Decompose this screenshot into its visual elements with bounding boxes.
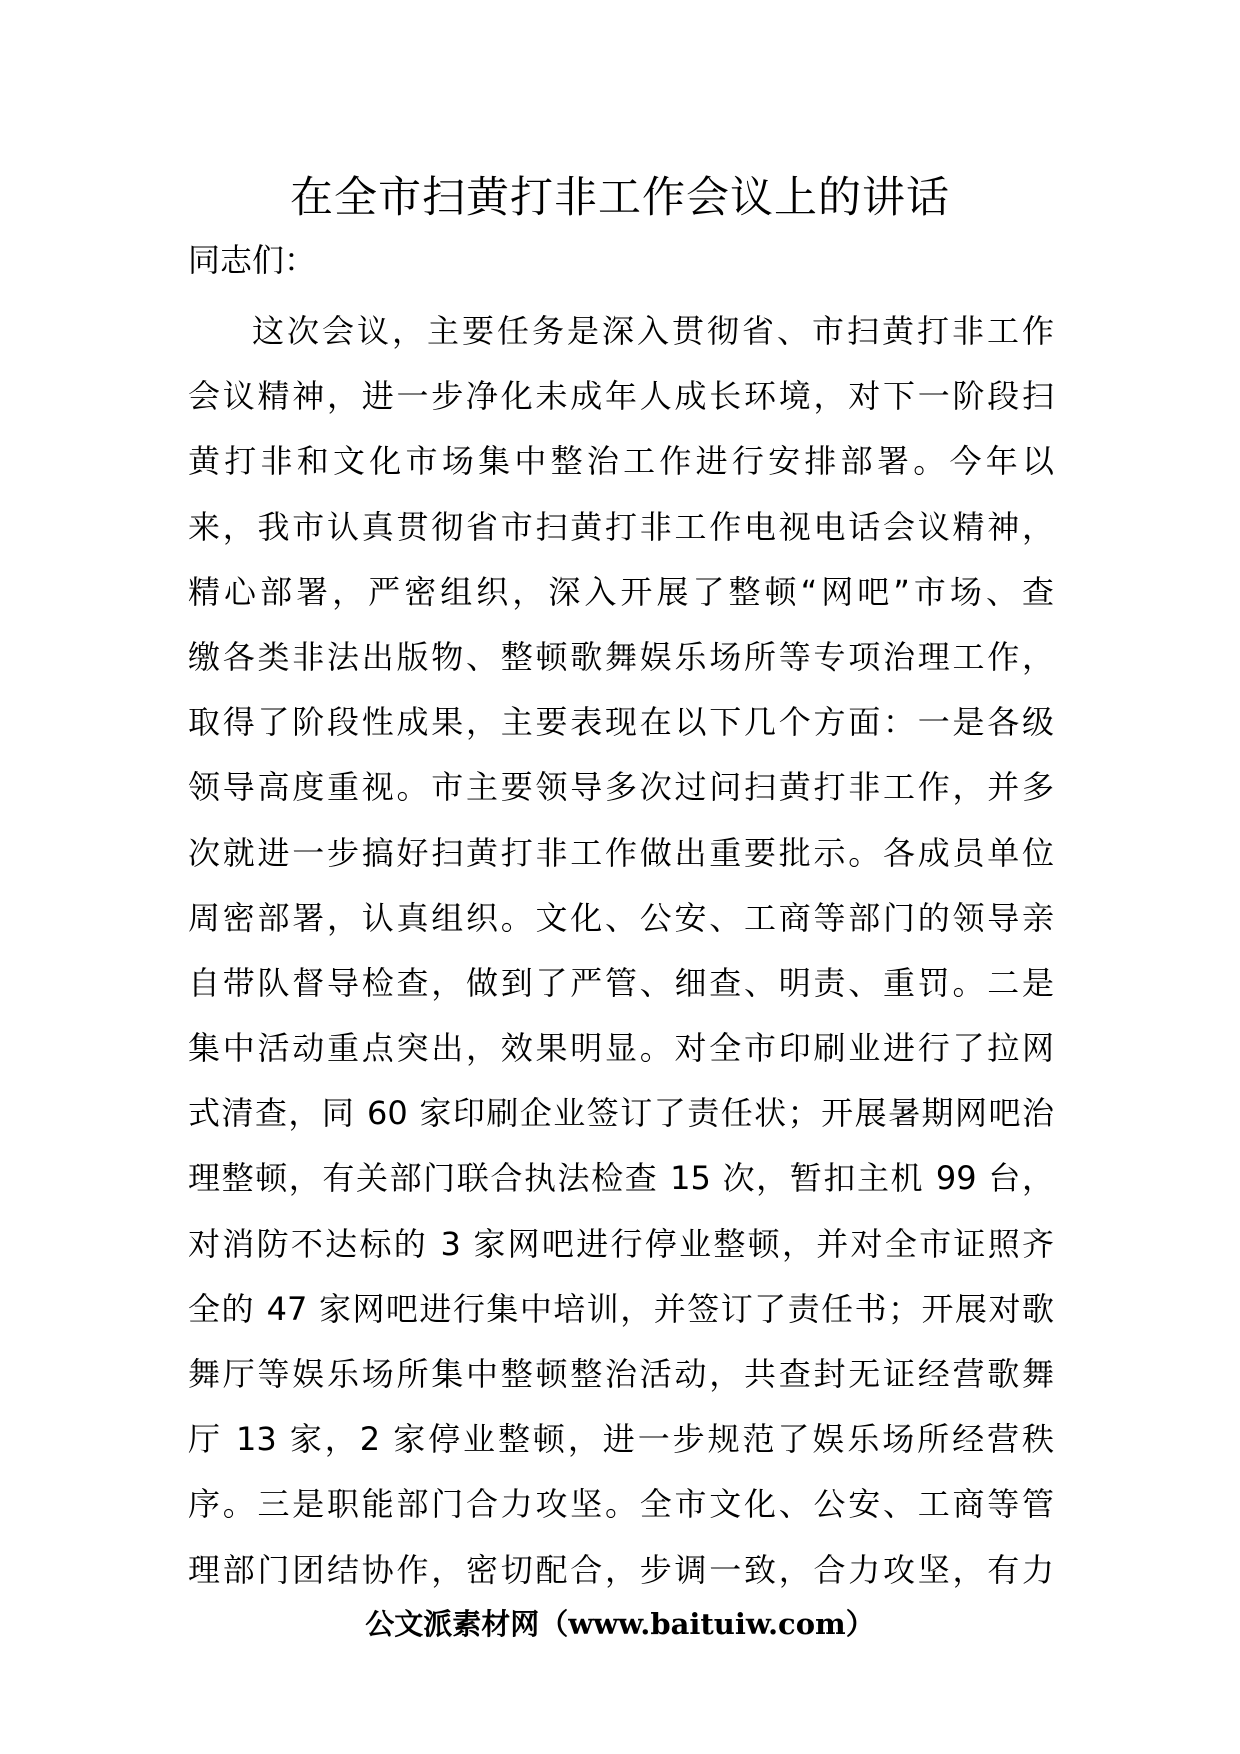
body-line: 自带队督导检查，做到了严管、细查、明责、重罚。二是: [188, 963, 1054, 1002]
body-line: 式清查，同 60 家印刷企业签订了责任状；开展暑期网吧治: [188, 1094, 1054, 1133]
body-line: 理部门团结协作，密切配合，步调一致，合力攻坚，有力: [188, 1550, 1054, 1589]
body-line: 次就进一步搞好扫黄打非工作做出重要批示。各成员单位: [188, 833, 1054, 872]
salutation: 同志们：: [188, 241, 317, 279]
document-title: 在全市扫黄打非工作会议上的讲话: [290, 173, 950, 223]
body-line: 黄打非和文化市场集中整治工作进行安排部署。今年以: [188, 442, 1054, 481]
body-line: 集中活动重点突出，效果明显。对全市印刷业进行了拉网: [188, 1029, 1054, 1068]
body-line: 厅 13 家，2 家停业整顿，进一步规范了娱乐场所经营秩: [188, 1420, 1054, 1459]
body-line: 全的 47 家网吧进行集中培训，并签订了责任书；开展对歌: [188, 1289, 1054, 1328]
body-line: 精心部署，严密组织，深入开展了整顿“网吧”市场、查: [188, 572, 1054, 611]
body-line: 对消防不达标的 3 家网吧进行停业整顿，并对全市证照齐: [188, 1224, 1054, 1263]
body-line: 领导高度重视。市主要领导多次过问扫黄打非工作，并多: [188, 768, 1054, 807]
body-line: 来，我市认真贯彻省市扫黄打非工作电视电话会议精神，: [188, 507, 1054, 546]
body-line: 理整顿，有关部门联合执法检查 15 次，暂扣主机 99 台，: [188, 1159, 1054, 1198]
body-line: 这次会议，主要任务是深入贯彻省、市扫黄打非工作: [252, 312, 1054, 350]
body-paragraph: [188, 299, 1054, 1603]
body-line: 会议精神，进一步净化未成年人成长环境，对下一阶段扫: [188, 377, 1054, 416]
body-line: 取得了阶段性成果，主要表现在以下几个方面：一是各级: [188, 703, 1054, 742]
body-line: 序。三是职能部门合力攻坚。全市文化、公安、工商等管: [188, 1485, 1054, 1524]
body-line: 缴各类非法出版物、整顿歌舞娱乐场所等专项治理工作，: [188, 637, 1054, 676]
watermark-footer: 公文派素材网（www.baituiw.com）: [365, 1607, 875, 1641]
body-line: 周密部署，认真组织。文化、公安、工商等部门的领导亲: [188, 898, 1054, 937]
body-line: 舞厅等娱乐场所集中整顿整治活动，共查封无证经营歌舞: [188, 1355, 1054, 1393]
